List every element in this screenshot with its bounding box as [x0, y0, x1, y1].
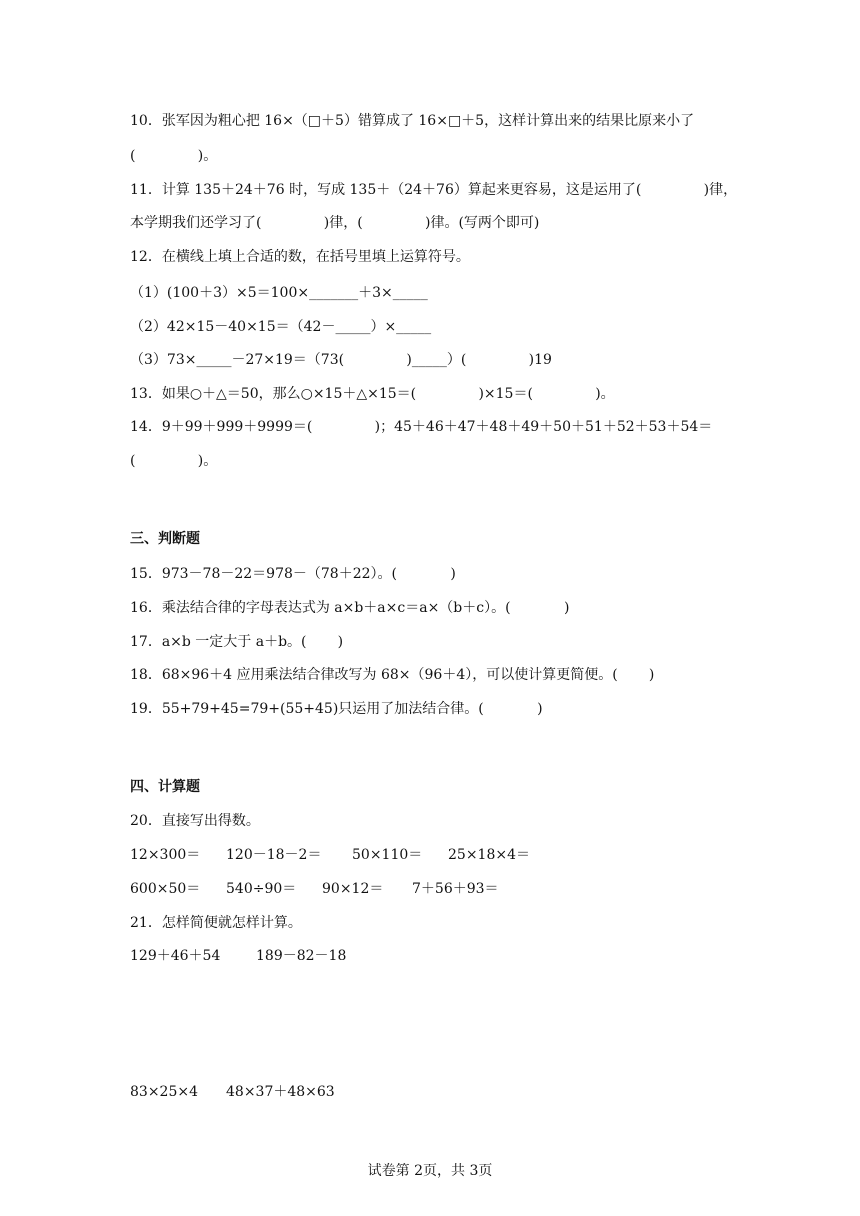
q20-item: 120－18－2＝: [226, 847, 322, 863]
q20-item: 600×50＝: [130, 881, 201, 897]
q21-item: 129＋46＋54: [130, 948, 221, 964]
q14-line1: 14．9＋99＋999＋9999＝( )；45＋46＋47＋48＋49＋50＋51＋52＋53＋54＝: [130, 419, 713, 435]
section-4-heading: 四、计算题: [130, 779, 200, 795]
q21-item: 189－82－18: [256, 948, 347, 964]
q12-part2: （2）42×15－40×15＝（42－_____）×_____: [130, 319, 432, 335]
q20-item: 12×300＝: [130, 847, 201, 863]
q20-item: 90×12＝: [322, 881, 384, 897]
q10-line2: ( )。: [130, 148, 218, 164]
q11-line2: 本学期我们还学习了( )律，( )律。(写两个即可): [130, 215, 540, 231]
q20-item: 25×18×4＝: [448, 847, 530, 863]
q10-line1: 10．张军因为粗心把 16×（□＋5）错算成了 16×□＋5，这样计算出来的结果比原来小了: [130, 113, 695, 129]
q18: 18．68×96＋4 应用乘法结合律改写为 68×（96＋4），可以使计算更简便。( ): [130, 667, 655, 683]
q12-part1: （1）(100＋3）×5＝100×_______＋3×_____: [130, 285, 428, 301]
q21-item: 48×37＋48×63: [226, 1084, 335, 1100]
q12-stem: 12．在横线上填上合适的数，在括号里填上运算符号。: [130, 249, 470, 265]
q21-item: 83×25×4: [130, 1084, 198, 1100]
q21-stem: 21．怎样简便就怎样计算。: [130, 915, 302, 931]
q12-part3: （3）73×_____－27×19＝（73( )_____）( )19: [130, 352, 552, 368]
q16: 16．乘法结合律的字母表达式为 a×b＋a×c＝a×（b＋c）。( ): [130, 600, 570, 616]
q19: 19．55+79+45=79+(55+45)只运用了加法结合律。( ): [130, 701, 543, 717]
q17: 17．a×b 一定大于 a＋b。( ): [130, 634, 344, 650]
q20-item: 7＋56＋93＝: [412, 881, 499, 897]
page-footer: 试卷第 2页，共 3页: [367, 1163, 493, 1179]
q14-line2: ( )。: [130, 453, 218, 469]
q11-line1: 11．计算 135＋24＋76 时，写成 135＋（24＋76）算起来更容易，这是运用了( )律，: [130, 182, 738, 198]
q20-item: 50×110＝: [352, 847, 423, 863]
q15: 15．973－78－22＝978－（78＋22）。( ): [130, 566, 456, 582]
section-3-heading: 三、判断题: [130, 531, 200, 547]
q20-item: 540÷90＝: [226, 881, 297, 897]
q20-stem: 20．直接写出得数。: [130, 813, 260, 829]
q13: 13．如果○＋△＝50，那么○×15＋△×15＝( )×15＝( )。: [130, 386, 615, 402]
